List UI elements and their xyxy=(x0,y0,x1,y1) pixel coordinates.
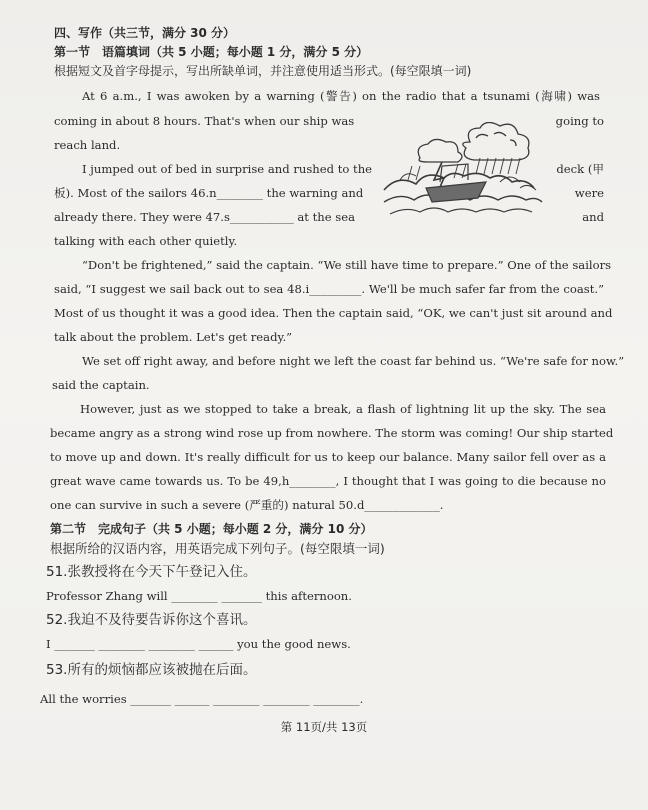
passage-line: I jumped out of bed in surprise and rushed to the xyxy=(82,162,373,176)
passage-line: reach land. xyxy=(54,138,121,152)
passage-line: one can survive in such a severe (严重的) natural 50.d_____________. xyxy=(50,498,444,512)
passage-line: said the captain. xyxy=(52,378,150,392)
question-52-chinese: 52.我迫不及待要告诉你这个喜讯。 xyxy=(46,612,257,628)
passage-line: Most of us thought it was a good idea. Then the captain said, “OK, we can't just sit around and xyxy=(54,306,613,320)
passage-line: 板). Most of the sailors 46.n________ the warning and xyxy=(54,186,364,200)
part2-instruction: 根据所给的汉语内容，用英语完成下列句子。(每空限填一词) xyxy=(50,541,385,556)
page-number: 第 11页/共 13页 xyxy=(280,720,368,734)
question-52-english: I _______ ________ ________ ______ you the good news. xyxy=(46,637,351,651)
passage-line: talk about the problem. Let's get ready.” xyxy=(54,330,293,344)
passage-line: became angry as a strong wind rose up from nowhere. The storm was coming! Our ship started xyxy=(50,426,614,440)
passage-line: great wave came towards us. To be 49,h________, I thought that I was going to die because no xyxy=(50,474,606,488)
question-51-chinese: 51.张教授将在今天下午登记入住。 xyxy=(46,564,257,580)
passage-line: deck (甲 xyxy=(556,162,604,176)
passage-line: were xyxy=(574,186,604,200)
question-51-english: Professor Zhang will ________ _______ this afternoon. xyxy=(46,589,352,603)
storm-ship-illustration xyxy=(380,122,546,224)
part1-instruction: 根据短文及首字母提示，写出所缺单词，并注意使用适当形式。(每空限填一词) xyxy=(54,64,472,78)
passage-line: coming in about 8 hours. That's when our ship was xyxy=(54,114,355,128)
passage-line: “Don't be frightened,” said the captain. “We still have time to prepare.” One of the sailors xyxy=(82,258,612,272)
part1-title: 第一节 语篇填词（共 5 小题；每小题 1 分，满分 5 分） xyxy=(54,45,369,59)
question-53-chinese: 53.所有的烦恼都应该被抛在后面。 xyxy=(46,662,257,678)
passage-line: At 6 a.m., I was awoken by a warning (警告) on the radio that a tsunami (海啸) was xyxy=(82,89,600,103)
section-title: 四、写作（共三节，满分 30 分） xyxy=(54,26,236,40)
passage-line: and xyxy=(582,210,604,224)
part2-title: 第二节 完成句子（共 5 小题；每小题 2 分，满分 10 分） xyxy=(50,522,373,536)
passage-line: talking with each other quietly. xyxy=(54,234,238,248)
passage-line: We set off right away, and before night we left the coast far behind us. “We're safe for now.” xyxy=(82,354,625,368)
passage-line: However, just as we stopped to take a break, a flash of lightning lit up the sky. The sea xyxy=(80,402,606,416)
passage-line: already there. They were 47.s___________ at the sea xyxy=(54,210,356,224)
passage-line: to move up and down. It's really difficult for us to keep our balance. Many sailor fell over as a xyxy=(50,450,606,464)
passage-line: said, “I suggest we sail back out to sea 48.i_________. We'll be much safer far from the coast.” xyxy=(54,282,604,296)
passage-line: going to xyxy=(555,114,604,128)
question-53-english: All the worries _______ ______ ________ ________ ________. xyxy=(40,692,364,706)
